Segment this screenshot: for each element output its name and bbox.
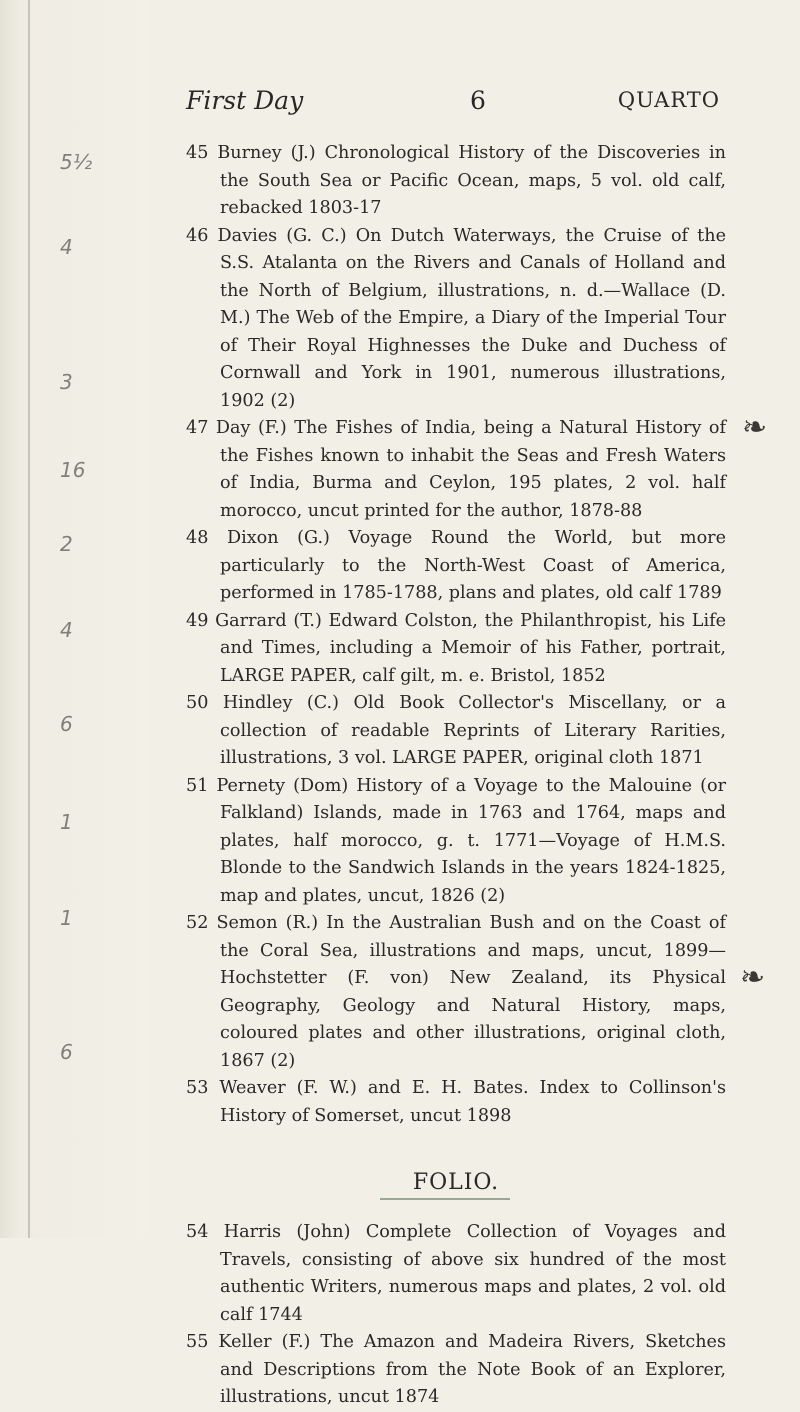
lot-description: Pernety (Dom) History of a Voyage to the Malouine (or Falkland) Islands, made in 1763 and 1764, maps and plates, half morocco, g. t. 1771—Voyage of H.M.S. Blonde to the Sandwich Islands in the years 1824-1825, map and plates, uncut, 1826 (2) [216, 775, 726, 906]
ink-blot: ❧ [742, 410, 768, 445]
lot-description: Garrard (T.) Edward Colston, the Philanthropist, his Life and Times, including a Memoir of his Father, portrait, LARGE PAPER, calf gilt, m. e. Bristol, 1852 [215, 610, 726, 686]
pencil-price-48: 16 [60, 458, 86, 482]
pencil-price-54: 6 [60, 1040, 73, 1064]
lot-number: 48 [186, 528, 209, 548]
header-format: QUARTO [617, 88, 720, 112]
ink-blot: ❧ [740, 960, 766, 995]
lot-description: Day (F.) The Fishes of India, being a Natural History of the Fishes known to inhabit the Seas and Fresh Waters of India, Burma and Ceylon, 195 plates, 2 vol. half morocco, uncut printed for the author, 1878-88 [215, 418, 727, 521]
lot-entry [186, 608, 726, 691]
pencil-price-51: 6 [60, 712, 73, 736]
lot-entry [186, 1219, 726, 1329]
lot-entry [186, 525, 726, 608]
pencil-price-45: 5½ [60, 150, 93, 174]
lot-entry [186, 415, 726, 525]
lot-list [186, 140, 726, 1412]
lot-number: 49 [186, 610, 209, 631]
lot-entry [186, 1075, 726, 1130]
lot-description: Dixon (G.) Voyage Round the World, but more particularly to the North-West Coast of America, performed in 1785-1788, plans and plates, old calf 1789 [220, 528, 726, 603]
left-margin [0, 0, 150, 1238]
pencil-price-53: 1 [60, 906, 73, 930]
lot-description: Harris (John) Complete Collection of Voyages and Travels, consisting of above six hundred of the most authentic Writers, numerous maps and plates, 2 vol. old calf 1744 [220, 1222, 727, 1325]
lot-number: 45 [186, 143, 209, 163]
pencil-price-47: 3 [60, 370, 73, 394]
section-heading-folio: FOLIO. [412, 1170, 500, 1195]
lot-description: Weaver (F. W.) and E. H. Bates. Index to Collinson's History of Somerset, uncut 1898 [219, 1078, 726, 1126]
header-day: First Day [186, 86, 304, 115]
pencil-price-46: 4 [60, 235, 73, 259]
lot-entry [186, 140, 726, 223]
lot-description: Davies (G. C.) On Dutch Waterways, the Cruise of the S.S. Atalanta on the Rivers and Canals of Holland and the North of Belgium, illustrations, n. d.—Wallace (D. M.) The Web of the Empire, a Diary of the Imperial Tour of Their Royal Highnesses the Duke and Duchess of Cornwall and York in 1901, numerous illustrations, 1902 (2) [217, 225, 726, 411]
lot-number: 53 [186, 1078, 209, 1098]
running-head [186, 86, 720, 116]
lot-entry [186, 690, 726, 773]
lot-number: 50 [186, 693, 209, 713]
lot-number: 54 [186, 1222, 209, 1242]
lot-entry [186, 223, 726, 416]
lot-number: 55 [186, 1332, 209, 1352]
pencil-price-49: 2 [60, 532, 73, 556]
lot-entry [186, 910, 726, 1075]
lot-number: 47 [186, 418, 209, 438]
lot-entry [186, 773, 726, 911]
lot-number: 52 [186, 913, 209, 933]
lot-number: 46 [186, 225, 209, 246]
lot-description: Hindley (C.) Old Book Collector's Miscellany, or a collection of readable Reprints of Literary Rarities, illustrations, 3 vol. LARGE PAPER, original cloth 1871 [220, 693, 726, 768]
binding-edge [28, 0, 30, 1238]
lot-entry [186, 1329, 726, 1412]
pencil-price-52: 1 [60, 810, 73, 834]
pencil-price-50: 4 [60, 618, 73, 642]
lot-number: 51 [186, 775, 209, 796]
page-number: 6 [470, 86, 486, 115]
lot-description: Burney (J.) Chronological History of the Discoveries in the South Sea or Pacific Ocean, maps, 5 vol. old calf, rebacked 1803-17 [217, 143, 727, 218]
lot-description: Semon (R.) In the Australian Bush and on the Coast of the Coral Sea, illustrations and maps, uncut, 1899—Hochstetter (F. von) New Zealand, its Physical Geography, Geology and Natural History, maps, coloured plates and other illustrations, original cloth, 1867 (2) [216, 913, 726, 1071]
lot-description: Keller (F.) The Amazon and Madeira Rivers, Sketches and Descriptions from the Note Book of an Explorer, illustrations, uncut 1874 [218, 1332, 726, 1407]
end-rule [380, 1198, 510, 1200]
